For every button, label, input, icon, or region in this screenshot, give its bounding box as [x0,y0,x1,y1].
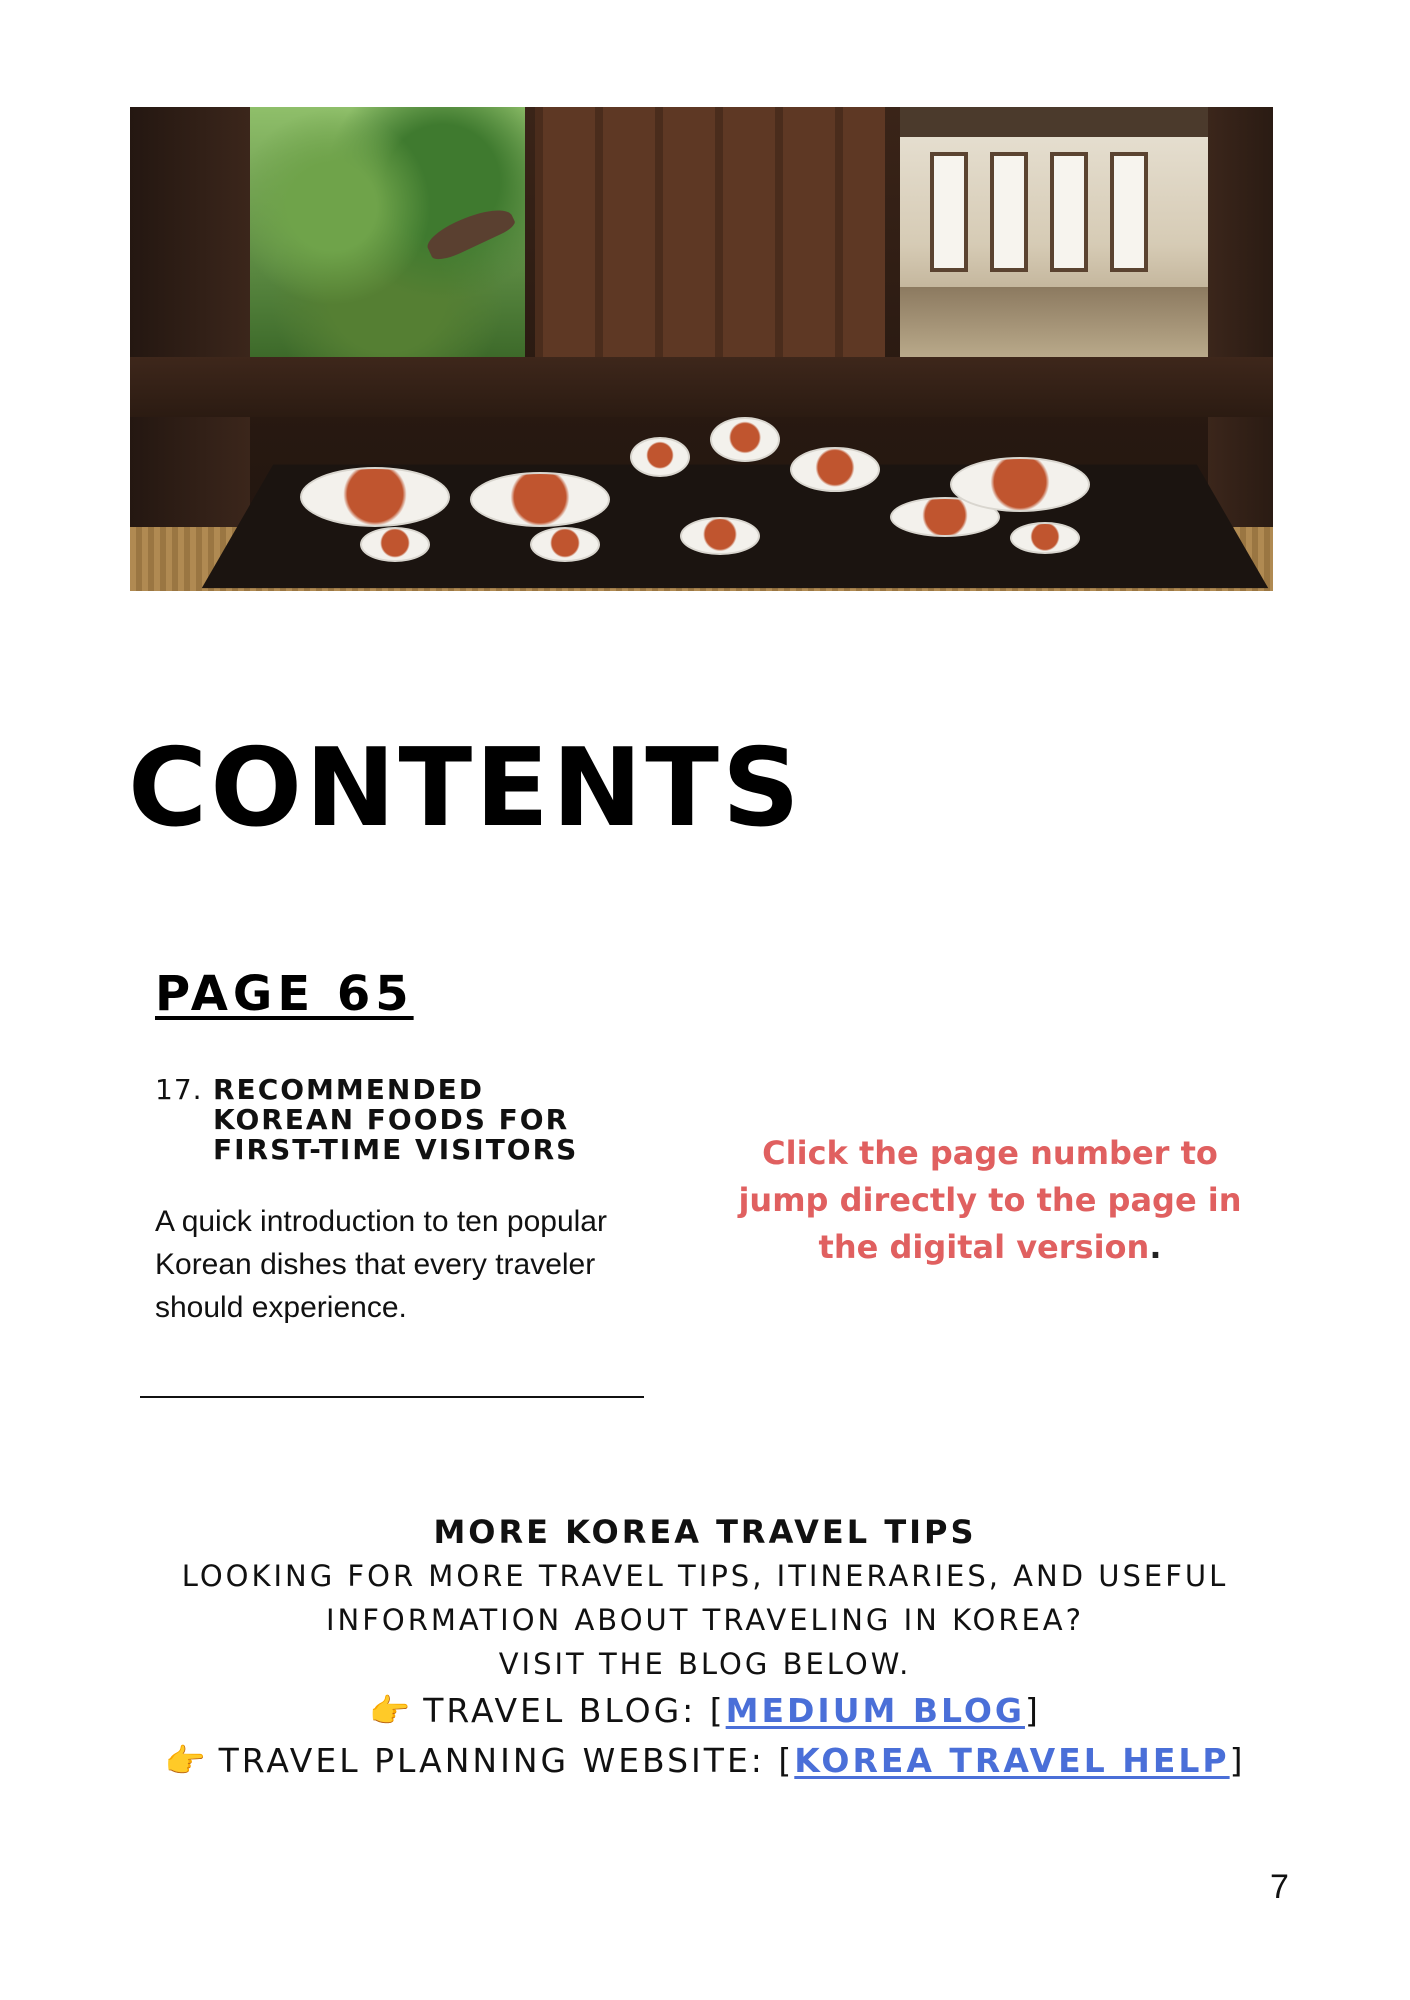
photo-dish [630,437,690,477]
tips-line: INFORMATION ABOUT TRAVELING IN KOREA? [325,1603,1085,1637]
navigation-note-text: Click the page number to jump directly to the page in the digital version [738,1134,1242,1266]
photo-panel [1050,152,1088,272]
photo-dish [710,417,780,462]
photo-dish [680,517,760,555]
entry-number: 17. [155,1073,203,1106]
tips-title: MORE KOREA TRAVEL TIPS [433,1513,977,1551]
page-number: 7 [1270,1868,1289,1906]
photo-eave [900,107,1210,137]
website-prefix: TRAVEL PLANNING WEBSITE: [ [218,1741,795,1780]
medium-blog-link[interactable]: MEDIUM BLOG [725,1691,1025,1730]
photo-dish [1010,522,1080,554]
photo-panel [930,152,968,272]
website-suffix: ] [1229,1741,1246,1780]
website-link-line [130,1736,1280,1786]
navigation-note-period: . [1149,1228,1162,1266]
blog-suffix: ] [1024,1691,1041,1730]
photo-dish [360,527,430,562]
entry-heading: RECOMMENDED KOREAN FOODS FOR FIRST-TIME VISITORS [213,1073,579,1166]
tips-line: LOOKING FOR MORE TRAVEL TIPS, ITINERARIES, AND USEFUL [181,1559,1229,1593]
photo-dish [300,467,450,527]
photo-courtyard-window [900,107,1210,357]
tips-line: VISIT THE BLOG BELOW. [498,1647,912,1681]
photo-wall-left [130,107,250,591]
page-title: CONTENTS [128,726,803,851]
photo-panel [1110,152,1148,272]
navigation-note [720,1130,1260,1271]
photo-beam [130,357,1273,417]
travel-tips-section [130,1510,1280,1786]
blog-prefix: TRAVEL BLOG: [ [423,1691,726,1730]
photo-deck [900,287,1210,357]
photo-dish [790,447,880,492]
korea-travel-help-link[interactable]: KOREA TRAVEL HELP [794,1741,1230,1780]
page-number-link[interactable]: PAGE 65 [155,966,414,1022]
blog-link-line [130,1686,1280,1736]
pointing-finger-icon: 👉 [164,1741,209,1780]
photo-panel [990,152,1028,272]
contents-entry [155,1075,655,1165]
photo-dish [470,472,610,527]
divider [140,1396,644,1398]
hero-photo [130,107,1273,591]
entry-description: A quick introduction to ten popular Korean dishes that every traveler should experience. [155,1205,607,1324]
photo-dish [530,527,600,562]
photo-dish [950,457,1090,512]
photo-wooden-door [535,107,885,367]
pointing-finger-icon: 👉 [369,1691,414,1730]
